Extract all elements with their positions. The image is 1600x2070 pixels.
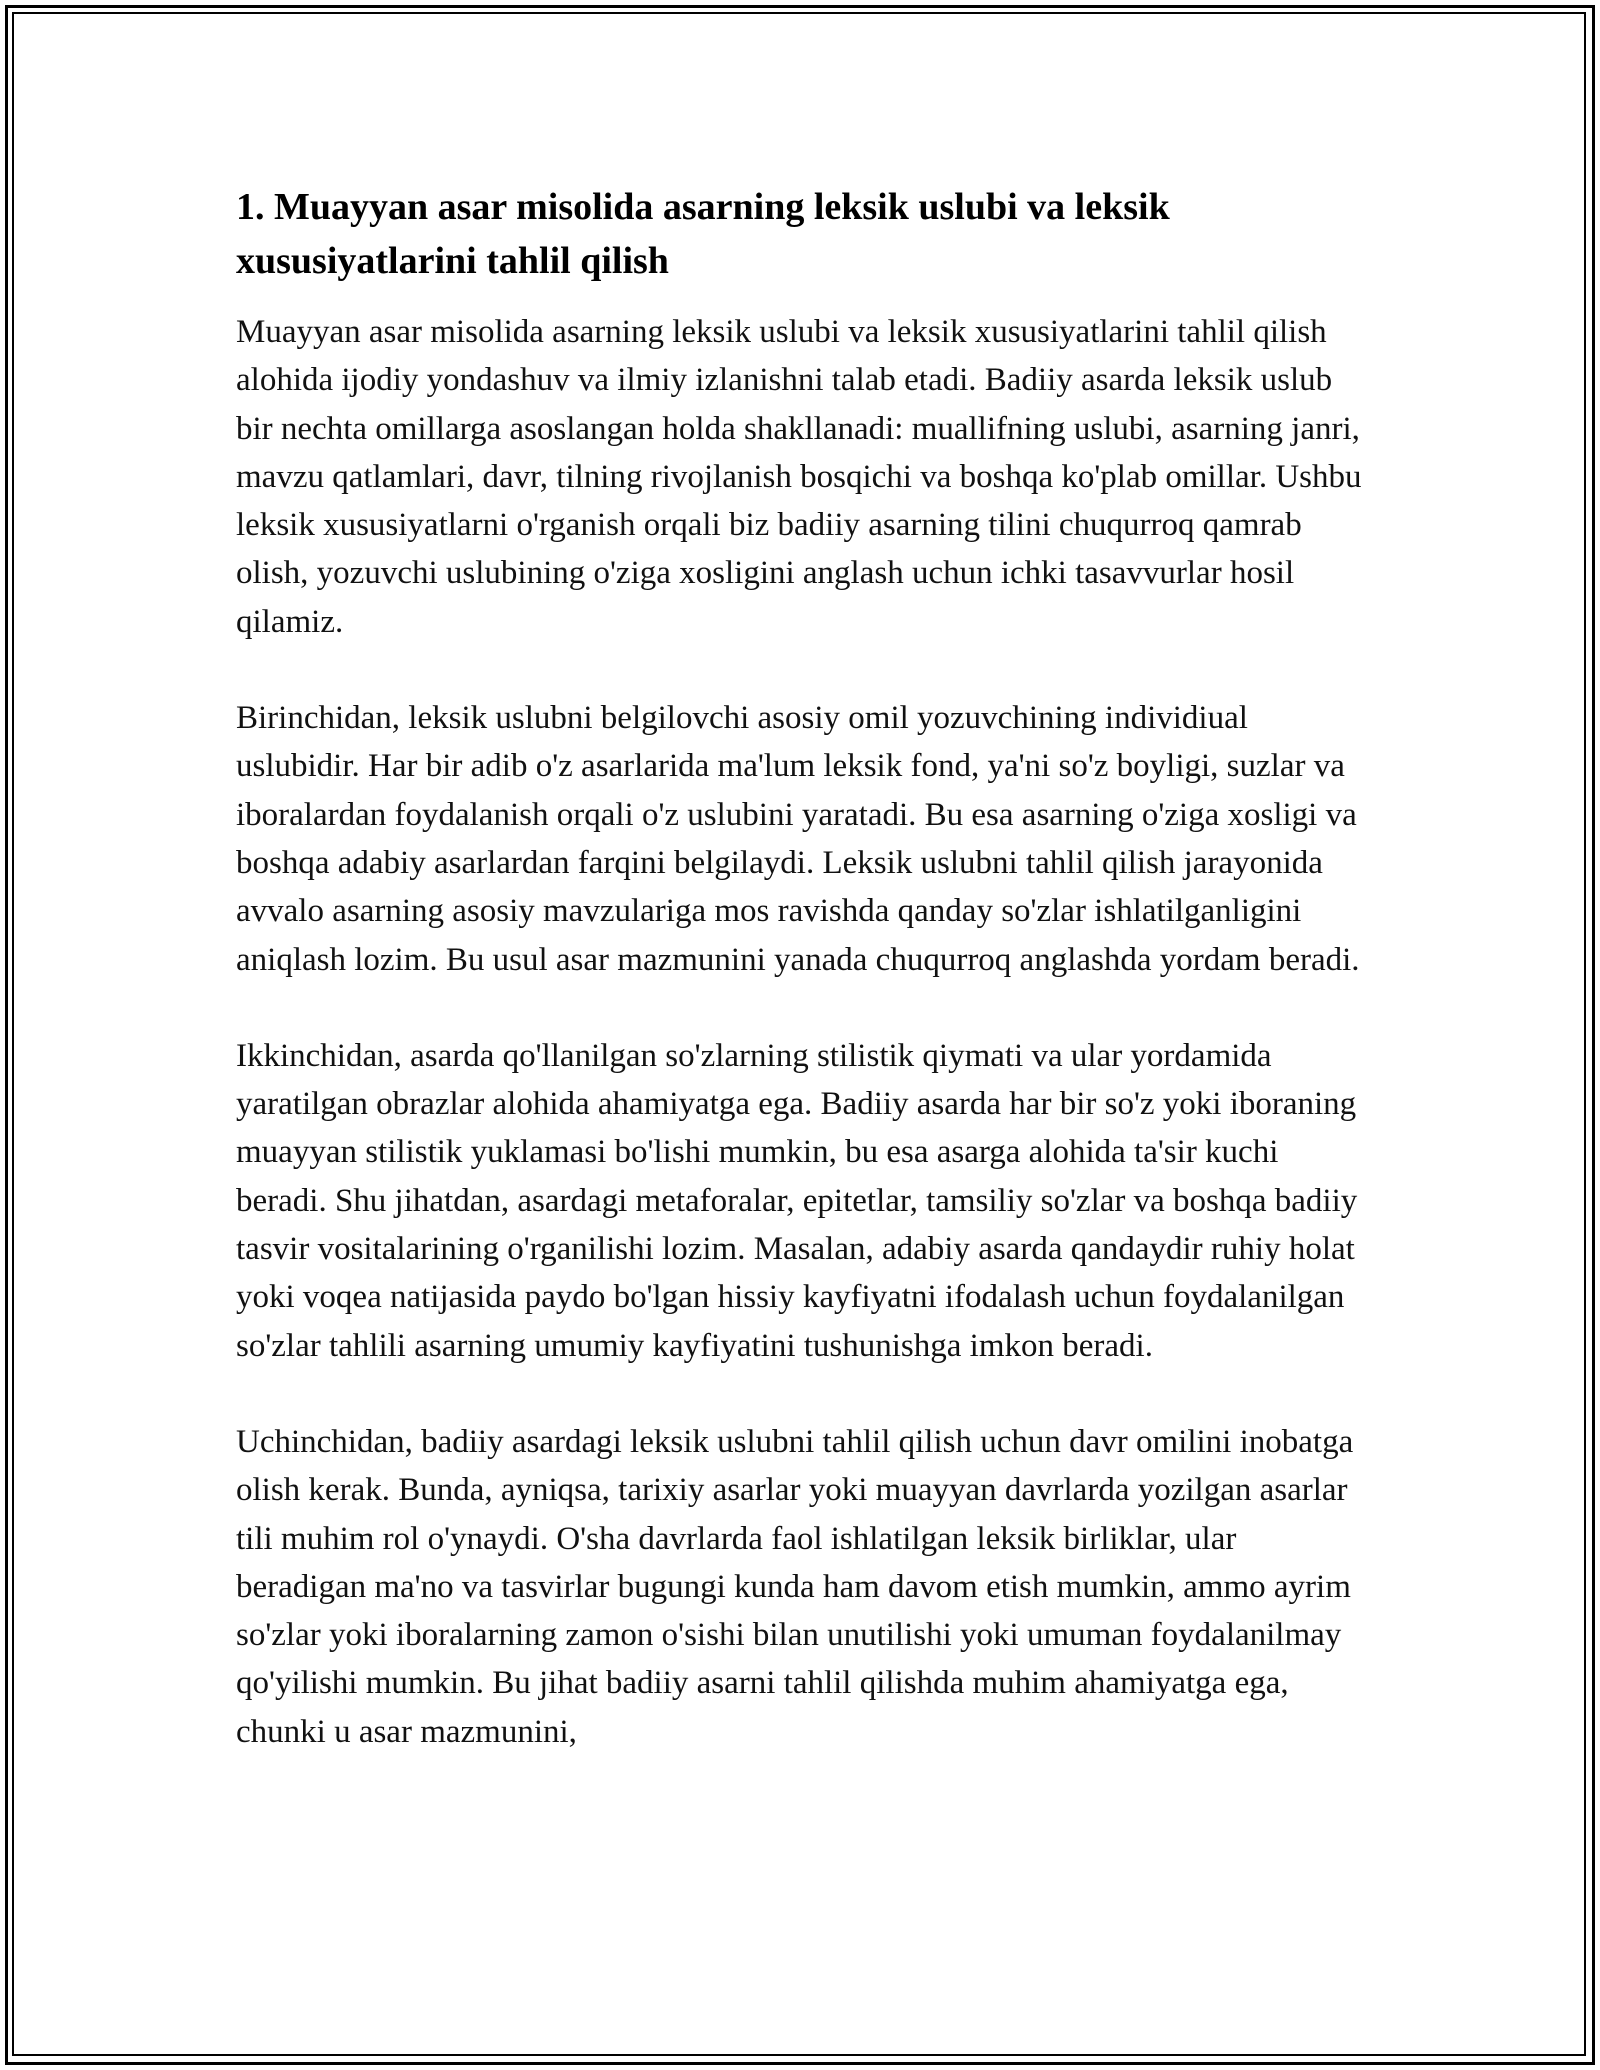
section-heading: 1. Muayyan asar misolida asarning leksik uslubi va leksik xususiyatlarini tahlil qilish — [236, 186, 1170, 282]
paragraph-1: Muayyan asar misolida asarning leksik uslubi va leksik xususiyatlarini tahlil qilish alohida ijodiy yondashuv va ilmiy izlanishni talab etadi. Badiiy asarda leksik uslub bir nechta omillarga asoslangan holda shakllanadi: muallifning uslubi, asarning janri, mavzu qatlamlari, davr, tilning rivojlanish bosqichi va boshqa ko'plab omillar. Ushbu leksik xususiyatlarni o'rganish orqali biz badiiy asarning tilini chuqurroq qamrab olish, yozuvchi uslubining o'ziga xosligini anglash uchun ichki tasavvurlar hosil qilamiz. — [236, 314, 1362, 640]
paragraph-2: Birinchidan, leksik uslubni belgilovchi asosiy omil yozuvchining individiual uslubidir. Har bir adib o'z asarlarida ma'lum leksik fond, ya'ni so'z boyligi, suzlar va iboralardan foydalanish orqali o'z uslubini yaratadi. Bu esa asarning o'ziga xosligi va boshqa adabiy asarlardan farqini belgilaydi. Leksik uslubni tahlil qilish jarayonida avvalo asarning asosiy mavzulariga mos ravishda qanday so'zlar ishlatilganligini aniqlash lozim. Bu usul asar mazmunini yanada chuqurroq anglashda yordam beradi. — [236, 700, 1360, 978]
paragraph-4: Uchinchidan, badiiy asardagi leksik uslubni tahlil qilish uchun davr omilini inobatga olish kerak. Bunda, ayniqsa, tarixiy asarlar yoki muayyan davrlarda yozilgan asarlar tili muhim rol o'ynaydi. O'sha davrlarda faol ishlatilgan leksik birliklar, ular beradigan ma'no va tasvirlar bugungi kunda ham davom etish mumkin, ammo ayrim so'zlar yoki iboralarning zamon o'sishi bilan unutilishi yoki umuman foydalanilmay qo'yilishi mumkin. Bu jihat badiiy asarni tahlil qilishda muhim ahamiyatga ega, chunki u asar mazmunini, — [236, 1423, 1354, 1750]
paragraph-3: Ikkinchidan, asarda qo'llanilgan so'zlarning stilistik qiymati va ular yordamida yaratilgan obrazlar alohida ahamiyatga ega. Badiiy asarda har bir so'z yoki iboraning muayyan stilistik yuklamasi bo'lishi mumkin, bu esa asarga alohida ta'sir kuchi beradi. Shu jihatdan, asardagi metaforalar, epitetlar, tamsiliy so'zlar va boshqa badiiy tasvir vositalarining o'rganilishi lozim. Masalan, adabiy asarda qandaydir ruhiy holat yoki voqea natijasida paydo bo'lgan hissiy kayfiyatni ifodalash uchun foydalanilgan so'zlar tahlili asarning umumiy kayfiyatini tushunishga imkon beradi. — [236, 1037, 1358, 1364]
document-body — [236, 180, 1366, 1804]
